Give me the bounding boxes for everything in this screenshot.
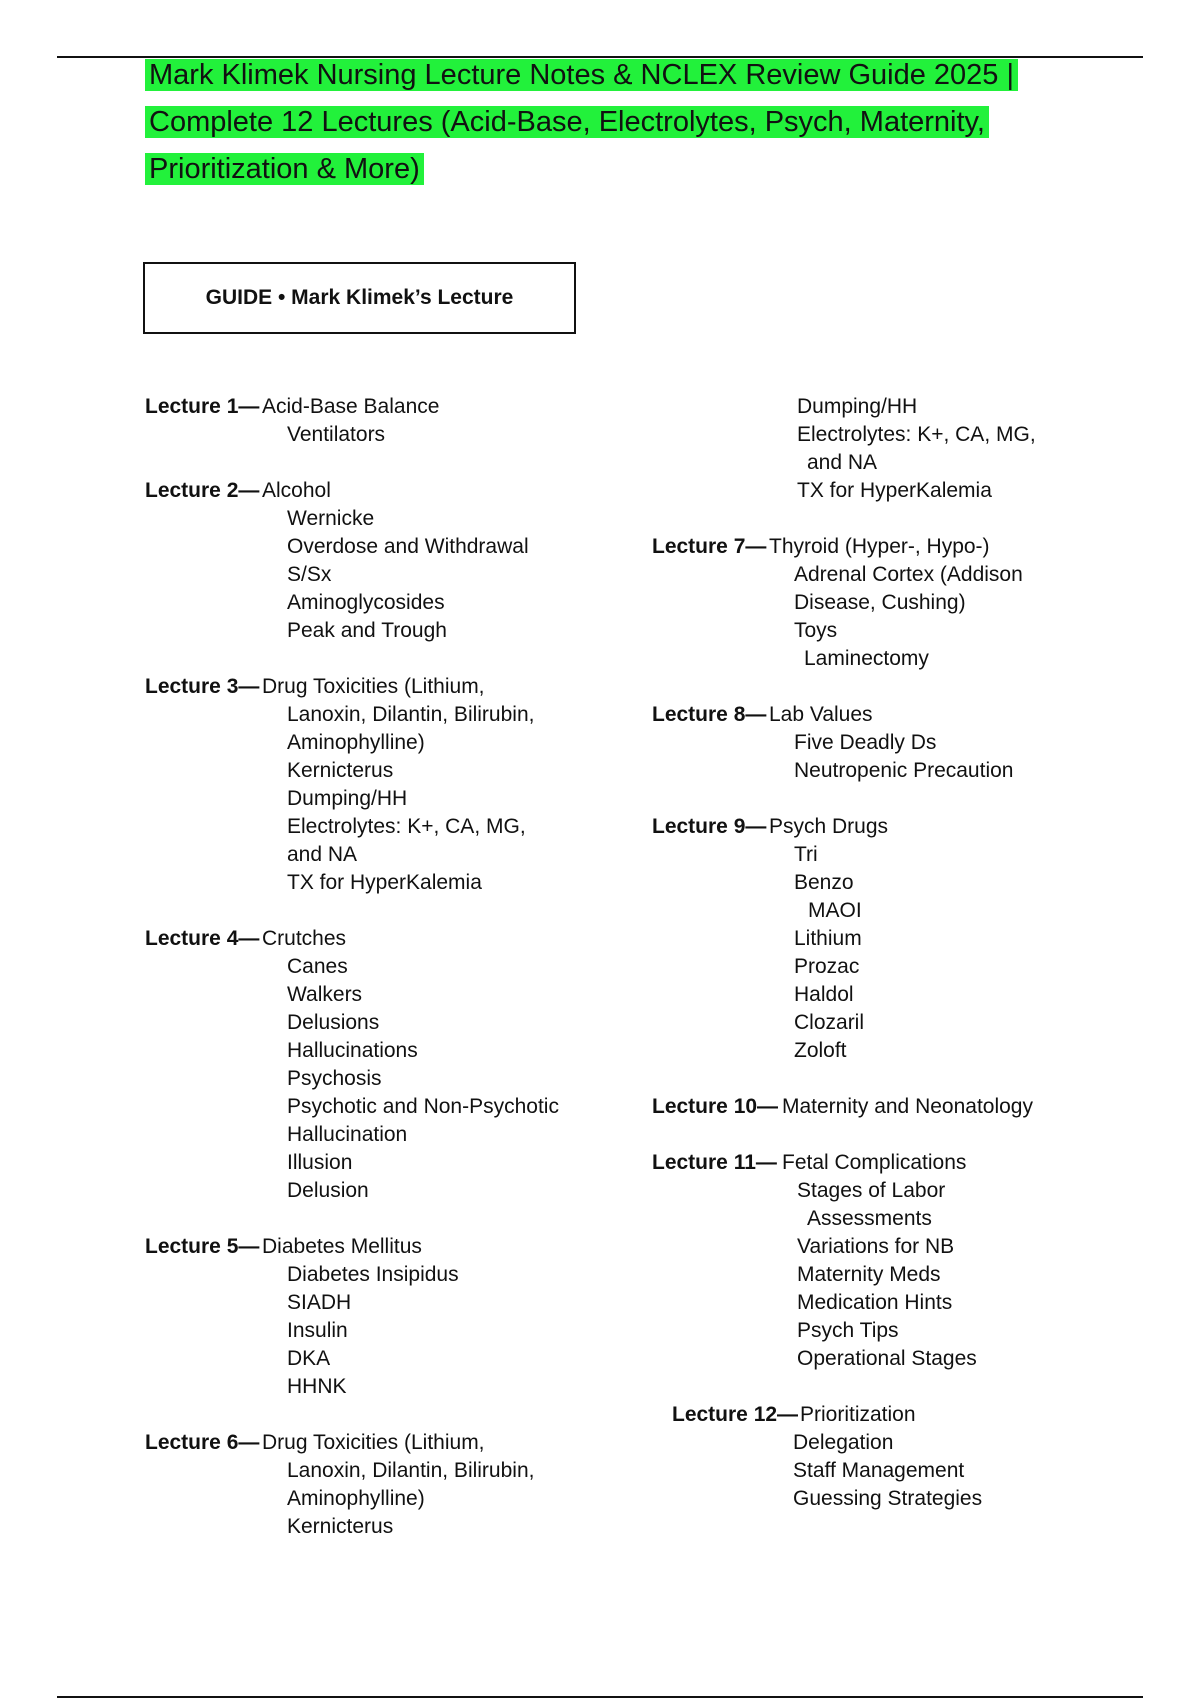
topic: Drug Toxicities (Lithium, [262,1431,485,1454]
lecture-11 [652,1149,1122,1373]
topic: Tri [794,843,818,866]
topic: Wernicke [287,507,375,530]
lecture-label: Lecture 12— [672,1403,799,1426]
topic: Neutropenic Precaution [794,759,1014,782]
lecture-label: Lecture 1— [145,395,260,418]
lecture-label: Lecture 5— [145,1235,260,1258]
topic: Diabetes Insipidus [287,1263,459,1286]
topic: Lithium [794,927,862,950]
topic: Insulin [287,1319,348,1342]
topic: Maternity and Neonatology [782,1095,1033,1118]
lecture-label: Lecture 2— [145,479,260,502]
topic: TX for HyperKalemia [797,479,992,502]
topic: Prioritization [800,1403,916,1426]
bottom-rule [57,1696,1143,1698]
topic: Prozac [794,955,860,978]
topic: Aminoglycosides [287,591,445,614]
topic: Hallucinations [287,1039,418,1062]
topic: Disease, Cushing) [794,591,966,614]
topic: Benzo [794,871,854,894]
topic: Ventilators [287,423,386,446]
title-highlight: Mark Klimek Nursing Lecture Notes & NCLEX Review Guide 2025 | Complete 12 Lectures (Acid-Base, Electrolytes, Psych, Maternity, Prioritization & More) [145,59,1018,185]
topic: Canes [287,955,348,978]
topic: Delusions [287,1011,380,1034]
lecture-8 [652,701,1122,785]
topic: Laminectomy [804,647,929,670]
topic: Thyroid (Hyper-, Hypo-) [769,535,990,558]
topic: Operational Stages [797,1347,977,1370]
topic: Adrenal Cortex (Addison [794,563,1023,586]
topic: Psych Tips [797,1319,899,1342]
topic: Assessments [807,1207,932,1230]
topic: Walkers [287,983,363,1006]
topic: MAOI [808,899,862,922]
topic: Delusion [287,1179,369,1202]
lecture-9 [652,813,1122,1065]
topic: Overdose and Withdrawal [287,535,529,558]
topic: and NA [287,843,358,866]
topic: S/Sx [287,563,332,586]
topic: DKA [287,1347,331,1370]
lecture-5 [145,1233,615,1401]
topic: Acid-Base Balance [262,395,440,418]
topic: Kernicterus [287,1515,394,1538]
lecture-label: Lecture 3— [145,675,260,698]
lecture-6 [145,1429,615,1541]
lecture-4 [145,925,615,1205]
topic: Diabetes Mellitus [262,1235,422,1258]
left-column [145,393,615,1569]
topic: Clozaril [794,1011,865,1034]
topic: Psychosis [287,1067,382,1090]
lecture-7 [652,533,1122,673]
lecture-1 [145,393,615,449]
lecture-12 [672,1401,1122,1513]
topic: Electrolytes: K+, CA, MG, [797,423,1036,446]
guide-box [143,262,576,334]
topic: Maternity Meds [797,1263,941,1286]
topic: Dumping/HH [797,395,918,418]
right-column [652,393,1122,1541]
topic: Zoloft [794,1039,847,1062]
topic: Stages of Labor [797,1179,946,1202]
lecture-label: Lecture 7— [652,535,767,558]
topic: Five Deadly Ds [794,731,937,754]
lecture-label: Lecture 4— [145,927,260,950]
lecture-10 [652,1093,1122,1121]
topic: Aminophylline) [287,731,425,754]
topic: Electrolytes: K+, CA, MG, [287,815,526,838]
topic: Psychotic and Non-Psychotic [287,1095,559,1118]
lecture-label: Lecture 10— [652,1095,779,1118]
topic: Delegation [793,1431,894,1454]
guide-label: GUIDE • Mark Klimek’s Lecture [205,286,514,309]
topic: Aminophylline) [287,1487,425,1510]
lecture-2 [145,477,615,645]
topic: Peak and Trough [287,619,447,642]
topic: Psych Drugs [769,815,889,838]
topic: Kernicterus [287,759,394,782]
topic: Fetal Complications [782,1151,967,1174]
topic: Variations for NB [797,1235,955,1258]
lecture-label: Lecture 6— [145,1431,260,1454]
lecture-label: Lecture 8— [652,703,767,726]
topic: TX for HyperKalemia [287,871,482,894]
topic: Lanoxin, Dilantin, Bilirubin, [287,703,535,726]
lecture-label: Lecture 9— [652,815,767,838]
topic: Toys [794,619,838,642]
lecture-6-continued [652,393,1122,505]
page-title [145,52,1025,193]
topic: Guessing Strategies [793,1487,983,1510]
topic: Illusion [287,1151,353,1174]
topic: Crutches [262,927,347,950]
topic: Lanoxin, Dilantin, Bilirubin, [287,1459,535,1482]
topic: and NA [807,451,878,474]
topic: Dumping/HH [287,787,408,810]
topic: Hallucination [287,1123,408,1146]
lecture-label: Lecture 11— [652,1151,777,1174]
topic: SIADH [287,1291,352,1314]
lecture-3 [145,673,615,897]
topic: Medication Hints [797,1291,953,1314]
topic: HHNK [287,1375,347,1398]
topic: Lab Values [769,703,873,726]
topic: Staff Management [793,1459,965,1482]
topic: Haldol [794,983,854,1006]
topic: Drug Toxicities (Lithium, [262,675,485,698]
topic: Alcohol [262,479,331,502]
